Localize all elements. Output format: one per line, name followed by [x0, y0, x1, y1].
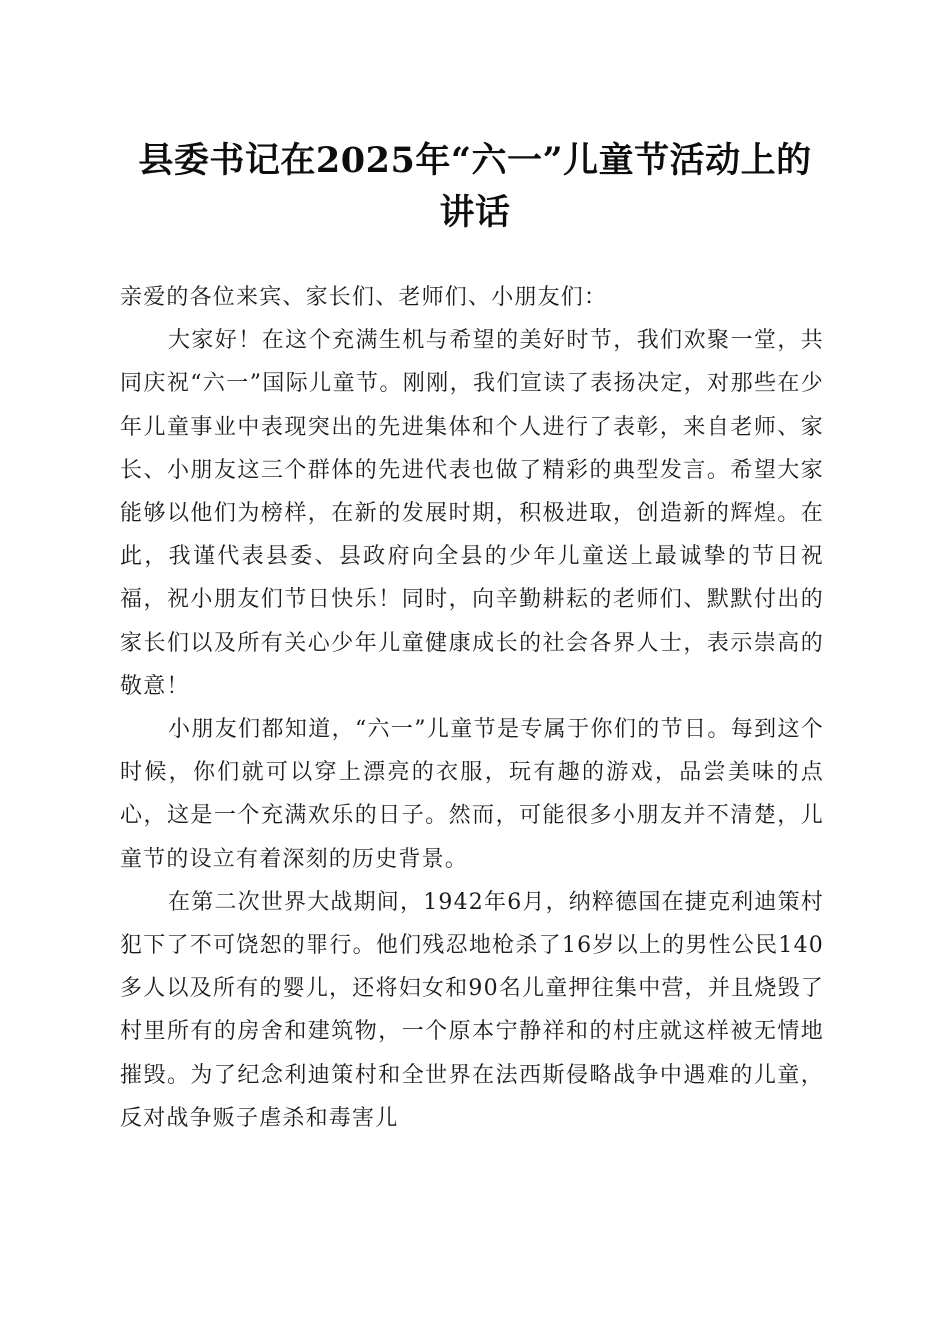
paragraph: 大家好！在这个充满生机与希望的美好时节，我们欢聚一堂，共同庆祝“六一”国际儿童节。刚刚，我们宣读了表扬决定，对那些在少年儿童事业中表现突出的先进集体和个人进行了表彰，来自老师、家长、小朋友这三个群体的先进代表也做了精彩的典型发言。希望大家能够以他们为榜样，在新的发展时期，积极进取，创造新的辉煌。在此，我谨代表县委、县政府向全县的少年儿童送上最诚挚的节日祝福，祝小朋友们节日快乐！同时，向辛勤耕耘的老师们、默默付出的家长们以及所有关心少年儿童健康成长的社会各界人士，表示崇高的敬意！ [120, 328, 824, 699]
salutation: 亲爱的各位来宾、家长们、老师们、小朋友们： [120, 285, 608, 310]
document-body [120, 276, 824, 1140]
paragraph: 在第二次世界大战期间，1942年6月，纳粹德国在捷克利迪策村犯下了不可饶恕的罪行。他们残忍地枪杀了16岁以上的男性公民140多人以及所有的婴儿，还将妇女和90名儿童押往集中营，并且烧毁了村里所有的房舍和建筑物，一个原本宁静祥和的村庄就这样被无情地摧毁。为了纪念利迪策村和全世界在法西斯侵略战争中遇难的儿童，反对战争贩子虐杀和毒害儿 [120, 889, 824, 1131]
title-line-2: 讲话 [439, 192, 511, 233]
paragraph: 小朋友们都知道，“六一”儿童节是专属于你们的节日。每到这个时候，你们就可以穿上漂亮的衣服，玩有趣的游戏，品尝美味的点心，这是一个充满欢乐的日子。然而，可能很多小朋友并不清楚，儿童节的设立有着深刻的历史背景。 [120, 717, 824, 872]
document-title [118, 135, 832, 239]
title-line-1: 县委书记在2025年“六一”儿童节活动上的 [138, 140, 812, 181]
